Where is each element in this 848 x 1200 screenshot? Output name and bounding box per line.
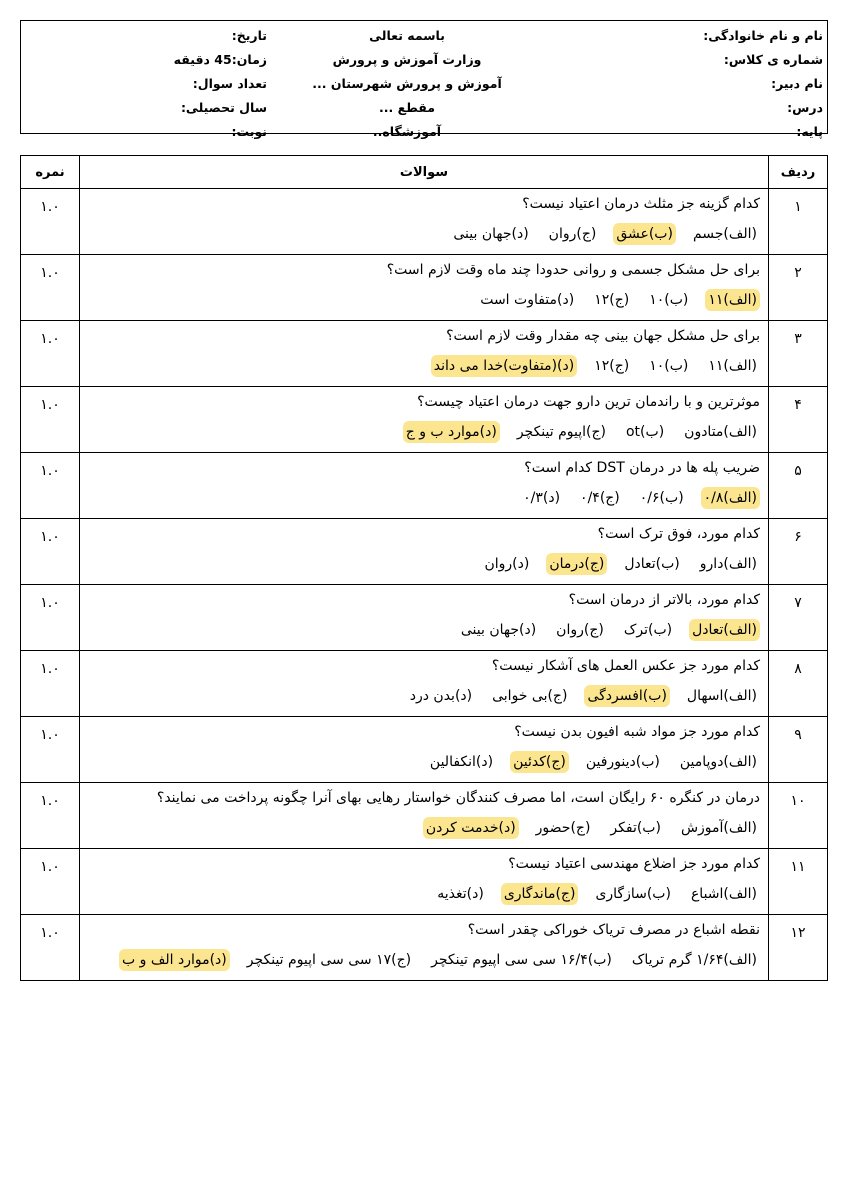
answer-option-highlighted: (ج)کدئین [510,751,569,773]
student-info [703,27,823,147]
answer-options [88,677,760,715]
class-number-label: شماره ی کلاس: [723,52,823,67]
question-score: ۱.۰ [21,387,80,453]
table-row [21,783,828,849]
answer-option: (ج)بی خوابی [492,688,568,704]
question-number: ۷ [769,585,828,651]
question-cell [80,519,769,585]
question-cell [80,387,769,453]
answer-option: (ب)سازگاری [595,886,671,902]
question-score: ۱.۰ [21,783,80,849]
level-label: مقطع ... [378,100,436,115]
answer-option: (الف)اسهال [686,688,757,704]
answer-option-highlighted: (د)(متفاوت)خدا می داند [431,355,577,377]
answer-option: (ب)ترک [623,622,673,638]
answer-option: (الف)۱/۶۴ گرم تریاک [631,952,757,968]
answer-option: (ب)تفکر [610,820,661,836]
question-score: ۱.۰ [21,255,80,321]
question-number: ۱۰ [769,783,828,849]
answer-options [88,479,760,517]
answer-option: (ج)۱۲ [594,292,630,308]
answer-option: (ب)ot [625,424,665,440]
answer-option: (د)تغذیه [437,886,484,902]
answer-option: (الف)متادون [684,424,757,440]
table-row [21,321,828,387]
question-number: ۱۲ [769,915,828,981]
question-number: ۳ [769,321,828,387]
answer-option-highlighted: (د)خدمت کردن [423,817,519,839]
ministry-label: وزارت آموزش و پرورش [332,52,482,67]
question-cell [80,915,769,981]
question-text: موثرترین و با راندمان ترین دارو جهت درمان اعتیاد چیست؟ [417,394,760,410]
question-cell [80,717,769,783]
table-row [21,255,828,321]
answer-options [88,545,760,583]
questions-body [21,189,828,981]
duration-label: زمان:45 دقیقه [173,52,267,67]
answer-option: (ب)تعادل [624,556,680,572]
answer-options [88,347,760,385]
table-row [21,915,828,981]
answer-option: (ج)۰/۴ [580,490,620,506]
answer-option: (ب)۰/۶ [639,490,684,506]
table-row [21,387,828,453]
question-cell [80,255,769,321]
question-cell [80,321,769,387]
question-text: کدام مورد، بالاتر از درمان است؟ [568,592,760,608]
answer-option: (د)جهان بینی [460,622,537,638]
answer-option-highlighted: (د)موارد ب و ج [403,421,500,443]
answer-option: (ب)دینورفین [585,754,660,770]
answer-option: (ب)۱۶/۴ سی سی اپیوم تینکچر [431,952,612,968]
answer-option: (ج)روان [556,622,604,638]
question-text: کدام گزینه جز مثلث درمان اعتیاد نیست؟ [522,196,760,212]
question-cell [80,849,769,915]
answer-option: (د)۰/۳ [523,490,561,506]
table-row [21,519,828,585]
answer-options [88,281,760,319]
question-text: کدام مورد جز عکس العمل های آشکار نیست؟ [491,658,760,674]
question-text: کدام مورد جز مواد شبه افیون بدن نیست؟ [514,724,760,740]
date-label: تاریخ: [231,28,267,43]
answer-options [88,743,760,781]
answer-options [88,809,760,847]
question-number: ۹ [769,717,828,783]
question-score: ۱.۰ [21,585,80,651]
answer-option: (ج)۱۷ سی سی اپیوم تینکچر [246,952,412,968]
bismillah-title: باسمه تعالی [369,28,445,43]
table-row [21,585,828,651]
answer-option: (الف)آموزش [680,820,757,836]
question-text: کدام مورد، فوق ترک است؟ [597,526,760,542]
question-cell [80,453,769,519]
question-score: ۱.۰ [21,189,80,255]
question-cell [80,189,769,255]
question-number: ۶ [769,519,828,585]
answer-option-highlighted: (ج)درمان [546,553,607,575]
answer-option: (الف)۱۱ [708,358,757,374]
question-score: ۱.۰ [21,849,80,915]
question-text: برای حل مشکل جهان بینی چه مقدار وقت لازم است؟ [446,328,760,344]
grade-label: پایه: [796,124,823,139]
exam-info [174,27,267,147]
col-score: نمره [21,156,80,189]
exam-header [20,20,828,139]
question-number: ۸ [769,651,828,717]
question-score: ۱.۰ [21,915,80,981]
answer-option-highlighted: (الف)۱۱ [705,289,760,311]
question-text: برای حل مشکل جسمی و روانی حدودا چند ماه وقت لازم است؟ [386,262,760,278]
answer-option: (الف)دارو [699,556,757,572]
answer-option: (د)روان [484,556,530,572]
question-text: نقطه اشباع در مصرف تریاک خوراکی چقدر است؟ [467,922,760,938]
institution-info [277,27,537,147]
answer-option: (ج)۱۲ [594,358,630,374]
answer-option: (ج)حضور [535,820,591,836]
answer-option-highlighted: (ب)عشق [613,223,676,245]
col-row-number: ردیف [769,156,828,189]
answer-options [88,611,760,649]
questions-table [20,155,828,981]
answer-option: (ب)۱۰ [649,292,689,308]
question-cell [80,783,769,849]
answer-option: (د)متفاوت است [480,292,575,308]
question-number: ۵ [769,453,828,519]
question-number: ۴ [769,387,828,453]
question-text: ضریب پله ها در درمان DST کدام است؟ [524,460,760,476]
question-count-label: تعداد سوال: [192,76,267,91]
question-score: ۱.۰ [21,519,80,585]
answer-option: (الف)دوپامین [679,754,757,770]
question-text: کدام مورد جز اضلاع مهندسی اعتیاد نیست؟ [508,856,760,872]
table-header-row [21,156,828,189]
answer-option-highlighted: (د)موارد الف و ب [119,949,230,971]
question-text: درمان در کنگره ۶۰ رایگان است، اما مصرف کنندگان خواستار رهایی بهای آنرا چگونه پرداخت می نمایند؟ [156,790,760,806]
student-name-label: نام و نام خانوادگی: [703,28,823,43]
answer-option: (د)بدن درد [409,688,473,704]
question-number: ۲ [769,255,828,321]
answer-option-highlighted: (الف)۰/۸ [701,487,760,509]
question-cell [80,585,769,651]
answer-option: (الف)اشباع [690,886,757,902]
answer-option-highlighted: (ج)ماندگاری [501,883,579,905]
answer-options [88,413,760,451]
term-label: نوبت: [231,124,267,139]
question-score: ۱.۰ [21,453,80,519]
academic-year-label: سال تحصیلی: [180,100,267,115]
answer-option: (د)انکفالین [429,754,494,770]
question-score: ۱.۰ [21,717,80,783]
school-label: آموزشگاه.. [372,124,442,139]
answer-option: (الف)جسم [692,226,757,242]
answer-option-highlighted: (الف)تعادل [689,619,760,641]
answer-option: (ب)۱۰ [649,358,689,374]
table-row [21,189,828,255]
table-row [21,849,828,915]
city-office-label: آموزش و پرورش شهرستان ... [312,76,502,91]
question-score: ۱.۰ [21,651,80,717]
answer-option: (د)جهان بینی [453,226,529,242]
answer-options [88,875,760,913]
teacher-name-label: نام دبیر: [771,76,823,91]
question-score: ۱.۰ [21,321,80,387]
table-row [21,717,828,783]
question-number: ۱۱ [769,849,828,915]
subject-label: درس: [787,100,823,115]
answer-option: (ج)اپیوم تینکچر [516,424,606,440]
table-row [21,453,828,519]
question-cell [80,651,769,717]
answer-option: (ج)روان [548,226,597,242]
answer-options [88,215,760,253]
table-row [21,651,828,717]
question-number: ۱ [769,189,828,255]
answer-options [88,941,760,979]
answer-option-highlighted: (ب)افسردگی [584,685,669,707]
col-questions: سوالات [80,156,769,189]
